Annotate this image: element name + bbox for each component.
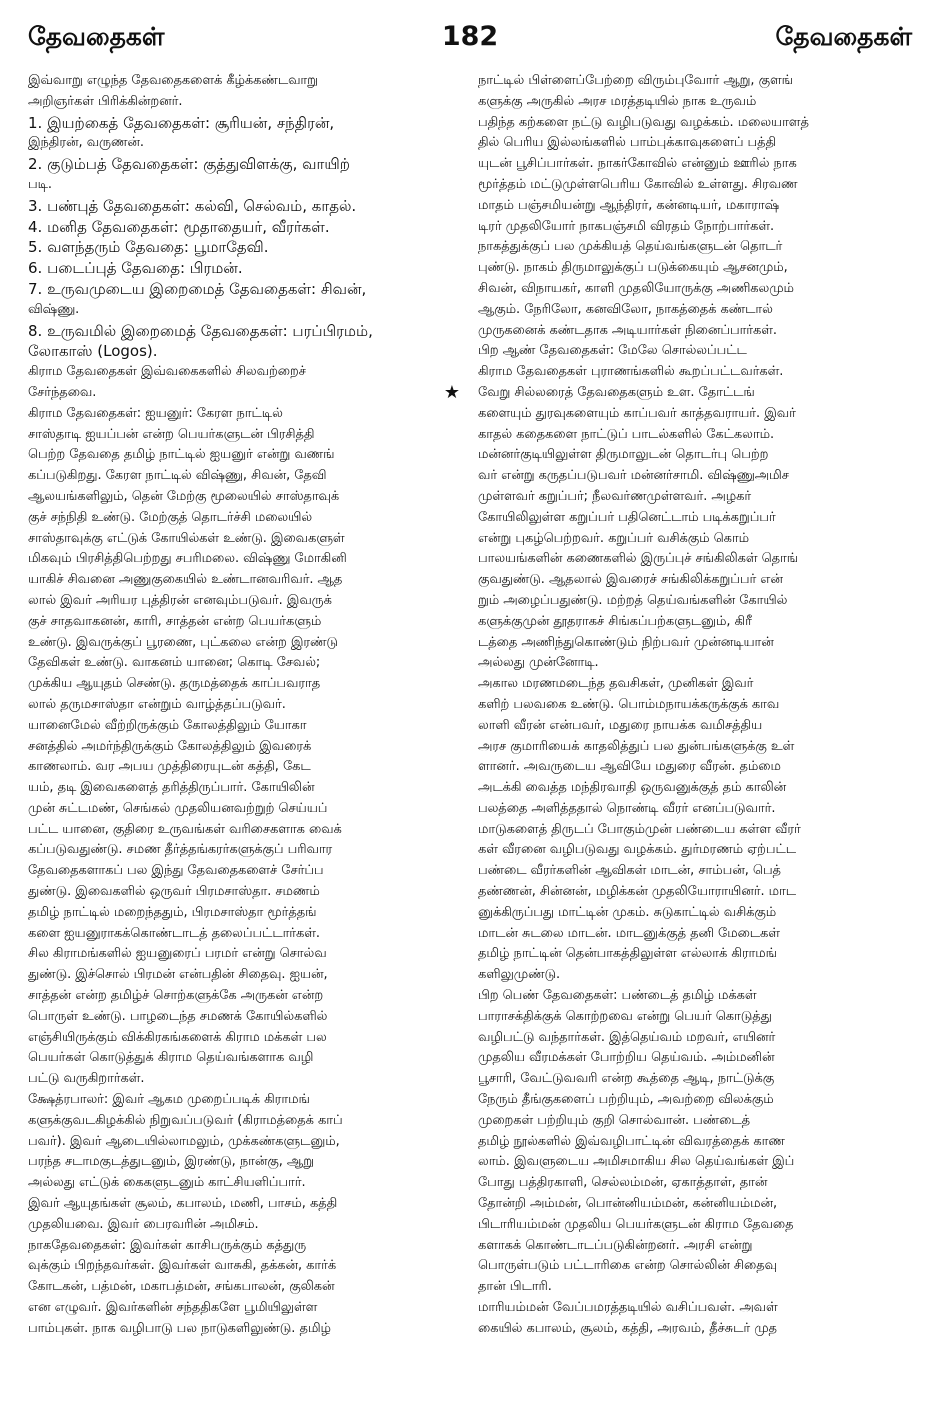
left-column-line: இந்திரன், வருணன். [28,135,145,151]
left-column-line: காணலாம். வர அபய முத்திரையுடன் கத்தி, கேட [28,759,311,775]
right-column-line: குவதுண்டு. ஆதலால் இவரைச் சங்கிலிக்கறுப்பர் என் [478,572,783,588]
right-column-line: முதலிய வீரமக்கள் போற்றிய தெய்வம். அம்மனின் [478,1050,775,1066]
left-column-line: கிராம தேவதைகள்: ஐயனுர்: கேரள நாட்டில் [28,405,283,421]
right-column-line: தண்ணன், சின்னன், மழிக்கன் முதலியோராயினர். மாட [478,884,797,900]
right-column-line: லாளி வீரன் என்பவர், மதுரை நாயக்க வமிசத்திய [478,717,763,733]
right-column-line: சிவன், விநாயகர், காளி முதலியோருக்கு அணிகலமும் [478,280,794,296]
right-column-line: பலத்தை அளித்ததால் நொண்டி வீரர் எனப்படுவார். [478,800,776,816]
right-column-line: புண்டு. நாகம் திருமாலுக்குப் படுக்கையும் ஆசனமும், [478,260,788,276]
right-column-line: போது பத்திரகாளி, செல்லம்மன், ஏகாத்தாள், தான் [478,1175,768,1191]
left-column-line: தமிழ் நாட்டில் மறைந்ததும், பிரமசாஸ்தா மூர்த்தங் [28,904,317,920]
right-column-line: நாட்டில் பிள்ளைப்பேற்றை விரும்புவோர் ஆறு, குளங் [478,73,793,88]
left-column-line: விஷ்ணு. [28,301,80,317]
left-column-line: பட்டு வருகிறார்கள். [28,1071,145,1087]
right-column-line: பண்டை வீரர்களின் ஆவிகள் மாடன், சாம்பன், பெத் [478,863,781,879]
left-column-line: யம், தடி இவைகளைத் தரித்திருப்பார். கோயிலின் [28,780,315,796]
right-column-line: பிடாரியம்மன் முதலிய பெயர்களுடன் கிராம தேவதை [478,1216,794,1232]
left-column-line: பவர்). இவர் ஆடையில்லாமலும், முக்கண்களுடனும், [28,1133,340,1149]
left-column-line: இவ்வாறு எழுந்த தேவதைகளைக் கீழ்க்கண்டவாறு [28,73,318,88]
left-column-line: ஆலயங்களிலும், தென் மேற்கு மூலையில் சாஸ்தாவுக் [28,488,340,504]
left-column-line: க்ஷேத்ரபாலர்: இவர் ஆகம முறைப்படிக் கிராமங் [28,1092,310,1108]
left-column-line: லோகாஸ் (Logos). [28,342,158,361]
left-column-line: கப்படுகிறது. கேரள நாட்டில் விஷ்ணு, சிவன், தேவி [28,468,327,484]
right-column-line: றும் அழைப்பதுண்டு. மற்றத் தெய்வங்களின் கோயில் [478,592,788,608]
right-column-line: கள் வீரனை வழிபடுவது வழக்கம். துர்மரணம் ஏற்பட்ட [478,842,797,858]
left-column-line: யாகிச் சிவனை அணுகுகையில் உண்டானவரிவர். ஆத [28,572,343,588]
left-column-line: பெற்ற தேவதை தமிழ் நாட்டில் ஐயனுர் என்று வணங் [28,447,335,463]
left-column-line: படி. [28,176,52,192]
right-column-line: பாலயங்களின் கணைகளில் இருப்புச் சங்கிலிகள் தொங் [478,551,799,567]
right-column-line: என்று புகழ்பெற்றவர். கறுப்பர் வசிக்கும் கொம் [478,530,750,546]
left-column-line: 8. உருவமில் இறைமைத் தேவதைகள்: பரப்பிரமம், [28,321,373,340]
left-column-line: களுக்குவடகிழக்கில் நிறுவப்படுவர் (கிராமத்தைக் காப் [28,1112,343,1128]
right-column-line: களுக்கு அருகில் அரச மரத்தடியில் நாக உருவம் [478,93,757,109]
right-column-line: அரச குமாரியைக் காதலித்துப் பல துன்பங்களுக்கு உள் [478,738,795,754]
left-column-line: 7. உருவமுடைய இறைமைத் தேவதைகள்: சிவன், [28,279,367,298]
right-column-line: கிராம தேவதைகள் புராணங்களில் கூறப்பட்டவர்கள். [478,364,784,380]
left-column-line: சில கிராமங்களில் ஐயனுரைப் பரமர் என்று சொல்வ [28,946,327,962]
right-column-line: மூர்த்தம் மட்டுமுள்ளபெரிய கோவில் உள்ளது. சிரவண [478,176,798,192]
right-column-line: னுக்கிருப்பது மாட்டின் முகம். சுடுகாட்டில் வசிக்கும் [478,904,777,920]
right-column-line: களிலுமுண்டு. [478,967,561,983]
right-column-line: பதிந்த கற்களை நட்டு வழிபடுவது வழக்கம். மலையாளத் [478,114,809,130]
right-column-line: பிற பெண் தேவதைகள்: பண்டைத் தமிழ் மக்கள் [478,988,757,1004]
left-column-line: இவர் ஆயுதங்கள் சூலம், கபாலம், மணி, பாசம், கத்தி [28,1196,338,1212]
right-column-line: மன்னர்குடியிலுள்ள திருமாலுடன் தொடர்பு பெற்ற [478,447,769,463]
right-column-line: மாதம் பஞ்சமியன்று ஆந்திரர், கன்னடியர், மகாராஷ் [478,197,780,213]
right-column-line: மாடன் சுடலை மாடன். மாடனுக்குத் தனி மேடைகள் [478,925,780,941]
right-column-line: களுக்குமுன் தூதராகச் சிங்கப்பற்களுடனும், கிரீ [478,613,752,629]
left-column-line: நாகதேவதைகள்: இவர்கள் காசிபருக்கும் கத்துரு [28,1237,307,1253]
right-column-line: யுடன் பூசிப்பார்கள். நாகர்கோவில் என்னும் ஊரில் நாக [478,156,797,172]
left-column-line: என எழுவர். இவர்களின் சந்ததிகளே பூமியிலுள்ள [28,1300,318,1316]
left-column-line: முன் சுட்டமண், செங்கல் முதலியனவற்றுற் செய்யப் [28,800,328,816]
left-text-column [28,71,460,1340]
left-column-line: துண்டு. இவைகளில் ஒருவர் பிரமசாஸ்தா. சமணம் [28,884,320,900]
left-column-line: குச் சாதவாகனன், காரி, சாத்தன் என்ற பெயர்களும் [28,613,322,629]
left-column-line: 6. படைப்புத் தேவதை: பிரமன். [28,259,243,278]
left-column-line: வுக்கும் பிறந்தவர்கள். இவர்கள் வாசுகி, தக்கன், கார்க் [28,1258,337,1274]
left-column-line: அறிஞர்கள் பிரிக்கின்றனர். [28,93,183,109]
right-column-line: லாம். இவளுடைய அமிசமாகிய சில தெய்வங்கள் இப் [478,1154,795,1170]
left-column-line: பொருள் உண்டு. பாழடைந்த சமணக் கோயில்களில் [28,1008,328,1024]
right-column-line: வர் என்று கருதப்படுபவர் மன்னர்சாமி. விஷ்ணுஅமிச [478,468,789,484]
left-column-line: பெயர்கள் கொடுத்துக் கிராம தெய்வங்களாக வழி [28,1050,314,1066]
left-column-line: பாம்புகள். நாக வழிபாடு பல நாடுகளிலுண்டு. தமிழ் [28,1320,331,1336]
left-column-line: பட்ட யானை, குதிரை உருவங்கள் வரிசைகளாக வைக் [28,821,342,837]
left-column-line: 3. பண்புத் தேவதைகள்: கல்வி, செல்வம், காதல். [28,196,357,215]
right-column-line: நாகத்துக்குப் பல முக்கியத் தெய்வங்களுடன் தொடர் [478,239,783,255]
left-column-line: சாத்தன் என்ற தமிழ்ச் சொற்களுக்கே அருகன் என்ற [28,988,324,1004]
right-column-line: பூசாரி, வேட்டுவவரி என்ற கூத்தை ஆடி, நாட்டுக்கு [478,1071,775,1087]
right-column-line: காதல் கதைகளை நாட்டுப் பாடல்களில் கேட்கலாம். [478,426,775,442]
left-column-line: குச் சந்நிதி உண்டு. மேற்குத் தொடர்ச்சி மலையில் [28,509,313,525]
right-column-line: ஆகும். நேரிலோ, கனவிலோ, நாகத்தைக் கண்டால் [478,301,773,317]
page-number: 182 [441,21,499,52]
left-column-line: சேர்ந்தவை. ★ [28,383,460,404]
left-column-line: களை ஐயனுராகக்கொண்டாடத் தலைப்பட்டார்கள். [28,925,321,941]
running-head-right: தேவதைகள் [775,22,912,51]
right-column-line: மாடுகளைத் திருடப் போகும்முன் பண்டைய கள்ள வீரர் [478,821,801,837]
left-column-line: 2. குடும்பத் தேவதைகள்: குத்துவிளக்கு, வாயிற் [28,155,350,174]
right-column-line: தமிழ் நாட்டின் தென்பாகத்திலுள்ள எல்லாக் கிராமங் [478,946,777,962]
left-column-line: 1. இயற்கைத் தேவதைகள்: சூரியன், சந்திரன், [28,113,335,132]
right-column-line: களாகக் கொண்டாடப்படுகின்றனர். அரசி என்று [478,1237,753,1253]
right-column-line: மாரியம்மன் வேப்பமரத்தடியில் வசிப்பவள். அவள் [478,1300,778,1316]
left-column-line: மிகவும் பிரசித்திபெற்றது சபரிமலை. விஷ்ணு மோகினி [28,551,347,567]
right-column-line: தில் பெரிய இல்லங்களில் பாம்புக்காவுகளைப் பத்தி [478,135,777,151]
right-column-line: தான் பிடாரி. [478,1279,552,1295]
left-column-line: கப்படுவதுண்டு. சமண தீர்த்தங்கரர்களுக்குப் பரிவார [28,842,333,858]
left-column-line: லால் தருமசாஸ்தா என்றும் வாழ்த்தப்படுவர். [28,696,286,712]
running-head-left: தேவதைகள் [28,22,165,51]
left-column-line: தேவிகள் உண்டு. வாகனம் யானை; கொடி சேவல்; [28,655,321,671]
left-column-line: சாஸ்தாவுக்கு எட்டுக் கோயில்கள் உண்டு. இவைகளுள் [28,530,345,546]
left-column-line: லால் இவர் அரியர புத்திரன் எனவும்படுவர். இவருக் [28,592,332,608]
right-column-line: கையில் கபாலம், சூலம், கத்தி, அரவம், தீச்சுடர் முத [478,1320,777,1336]
right-column-line: டத்தை அணிந்துகொண்டும் நிற்பவர் முன்னடியான் [478,634,774,650]
left-column-line: அல்லது எட்டுக் கைகளுடனும் காட்சியளிப்பார். [28,1175,306,1191]
left-column-line: கோடகன், பத்மன், மகாபத்மன், சங்கபாலன், குலிகன் [28,1279,335,1295]
right-column-line: அல்லது முன்னோடி. [478,655,599,671]
right-column-line: நேரும் தீங்குகளைப் பற்றியும், அவற்றை விலக்கும் [478,1092,774,1108]
right-column-line: தோன்றி அம்மன், பொன்னியம்மன், கன்னியம்மன், [478,1196,778,1212]
right-column-line: அடக்கி வைத்த மந்திரவாதி ஒருவனுக்குத் தம் காலின் [478,780,787,796]
right-column-line: வேறு சில்லரைத் தேவதைகளும் உள. தோட்டங் [478,384,755,400]
left-column-line: கிராம தேவதைகள் இவ்வகைகளில் சிலவற்றைச் [28,364,306,380]
left-column-line: 4. மனித தேவதைகள்: மூதாதையர், வீரர்கள். [28,217,330,236]
right-column-line: ளானர். அவருடைய ஆவியே மதுரை வீரன். தம்மை [478,759,781,775]
left-column-line: சனத்தில் அமர்ந்திருக்கும் கோலத்திலும் இவரைக் [28,738,312,754]
page-header [0,0,940,60]
left-column-line: உண்டு. இவருக்குப் பூரணை, புட்கலை என்ற இரண்டு [28,634,338,650]
right-column-line: தமிழ் நூல்களில் இவ்வழிபாட்டின் விவரத்தைக் காண [478,1133,785,1149]
left-column-line: எஞ்சியிருக்கும் விக்கிரகங்களைக் கிராம மக்கள் பல [28,1029,327,1045]
left-column-line: சாஸ்தாடி ஐயப்பன் என்ற பெயர்களுடன் பிரசித்தி [28,426,315,442]
left-column-line: தேவதைகளாகப் பல இந்து தேவதைகளைச் சேர்ப்ப [28,863,324,879]
right-column-line: களிற் பலவகை உண்டு. பொம்மநாயக்கருக்குக் காவ [478,696,780,712]
left-column-line: முக்கிய ஆயுதம் செண்டு. தருமத்தைக் காப்பவராத [28,676,321,692]
right-column-line: பொருள்படும் பட்டாரிகை என்ற சொல்லின் சிதைவு [478,1258,777,1274]
right-column-line: பிற ஆண் தேவதைகள்: மேலே சொல்லப்பட்ட [478,343,747,359]
right-text-column [478,71,912,1340]
right-column-line: அகால மரணமடைந்த தவசிகள், முனிகள் இவர் [478,676,754,692]
right-column-line: முருகனைக் கண்டதாக அடியார்கள் நினைப்பார்கள். [478,322,778,338]
right-column-line: பாராசக்திக்குக் கொற்றவை என்று பெயர் கொடுத்து [478,1008,772,1024]
right-column-line: முள்ளவர் கறுப்பர்; நீலவர்ணமுள்ளவர். அழகர் [478,488,752,504]
left-column-line: 5. வளந்தரும் தேவதை: பூமாதேவி. [28,238,269,257]
left-column-line: துண்டு. இச்சொல் பிரமன் என்பதின் சிதைவு. ஐயன், [28,967,328,983]
left-column-line: பரந்த சடாமகுடத்துடனும், இரண்டு, நான்கு, ஆறு [28,1154,314,1170]
right-column-line: டிரர் முதலியோர் நாகபஞ்சமி விரதம் நோற்பார்கள். [478,218,775,234]
right-column-line: களையும் துரவுகளையும் காப்பவர் காத்தவராயர். இவர் [478,405,796,421]
right-column-line: கோயிலிலுள்ள கறுப்பர் பதினெட்டாம் படிக்கறுப்பர் [478,509,776,525]
left-column-line: யானைமேல் வீற்றிருக்கும் கோலத்திலும் யோகா [28,717,307,733]
right-column-line: வழிபட்டு வந்தார்கள். இத்தெய்வம் மறவர், எயினர் [478,1029,776,1045]
right-column-line: முறைகள் பற்றியும் குறி சொல்வான். பண்டைத் [478,1112,751,1128]
left-column-line: முதலியவை. இவர் பைரவரின் அமிசம். [28,1216,259,1232]
